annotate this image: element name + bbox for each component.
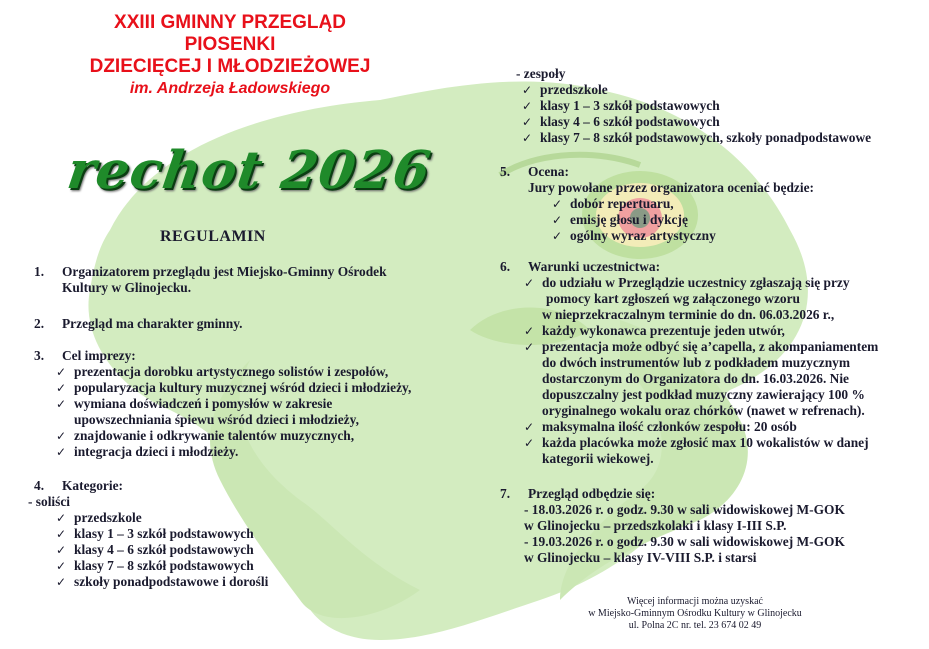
condition-item: ✓ prezentacja może odbyć się a’capella, z akompaniamentem [524, 339, 915, 355]
group-category: ✓ klasy 1 – 3 szkół podstawowych [522, 98, 916, 114]
section-4 [28, 478, 434, 590]
criterion-item: ✓ emisję głosu i dykcję [552, 212, 900, 228]
soloist-category: ✓ klasy 1 – 3 szkół podstawowych [56, 526, 434, 542]
goal-item: ✓ znajdowanie i odkrywanie talentów muzycznych, [56, 428, 454, 444]
header-line-2: PIOSENKI [184, 34, 276, 55]
section-7 [500, 486, 915, 566]
section-2-text: Przegląd ma charakter gminny. [62, 316, 243, 331]
jury-intro: Jury powołane przez organizatora oceniać będzie: [528, 180, 814, 195]
criterion-item: ✓ dobór repertuaru, [552, 196, 900, 212]
goal-item: ✓ prezentacja dorobku artystycznego solistów i zespołów, [56, 364, 454, 380]
header-subtitle: im. Andrzeja Ładowskiego [129, 80, 331, 97]
footer-line-2: w Miejsko-Gminnym Ośrodku Kultury w Glinojecku [588, 608, 802, 619]
section-6 [500, 259, 915, 467]
goal-item-continued: upowszechniania śpiewu wśród dzieci i młodzieży, [74, 412, 359, 427]
header-line-1: XXIII GMINNY PRZEGLĄD [114, 12, 346, 33]
condition-line: do dwóch instrumentów lub z podkładem muzycznym [542, 355, 851, 370]
condition-line: pomocy kart zgłoszeń wg załączonego wzoru [546, 291, 800, 306]
goal-item: ✓ popularyzacja kultury muzycznej wśród dzieci i młodzieży, [56, 380, 454, 396]
criterion-item: ✓ ogólny wyraz artystyczny [552, 228, 900, 244]
condition-line: dopuszczalny jest podkład muzyczny zawierający 100 % [542, 387, 865, 402]
section-5-number: 5. [500, 164, 511, 179]
schedule-line: w Glinojecku – klasy IV-VIII S.P. i starsi [524, 550, 757, 565]
soloist-category: ✓ szkoły ponadpodstawowe i dorośli [56, 574, 434, 590]
page-title: REGULAMIN [160, 228, 266, 245]
condition-line: dostarczonym do Organizatora do dn. 16.03.2026. Nie [542, 371, 849, 386]
rechot-logo: rechot 2026 [63, 140, 435, 201]
section-1-line-2: Kultury w Glinojecku. [62, 280, 192, 295]
section-5-heading: Ocena: [528, 164, 569, 179]
schedule-line: - 18.03.2026 r. o godz. 9.30 w sali widowiskowej M-GOK [524, 502, 845, 517]
schedule-line: w Glinojecku – przedszkolaki i klasy I-III S.P. [524, 518, 787, 533]
condition-item: ✓ każda placówka może zgłosić max 10 wokalistów w danej [524, 435, 915, 451]
soloist-category: ✓ przedszkole [56, 510, 434, 526]
section-1 [34, 264, 434, 296]
condition-item: ✓ maksymalna ilość członków zespołu: 20 osób [524, 419, 915, 435]
groups-label: - zespoły [516, 66, 566, 81]
section-7-heading: Przegląd odbędzie się: [528, 486, 656, 501]
festival-header [40, 12, 420, 100]
condition-line: oryginalnego wokalu oraz chórków (nawet w refrenach). [542, 403, 865, 418]
groups-block [516, 66, 916, 146]
section-7-number: 7. [500, 486, 511, 501]
schedule-line: - 19.03.2026 r. o godz. 9.30 w sali widowiskowej M-GOK [524, 534, 845, 549]
condition-item: ✓ do udziału w Przeglądzie uczestnicy zgłaszają się przy [524, 275, 915, 291]
condition-line: kategorii wiekowej. [542, 451, 654, 466]
footer-line-1: Więcej informacji można uzyskać [627, 596, 763, 607]
section-4-number: 4. [34, 478, 45, 493]
goal-item: ✓ integracja dzieci i młodzieży. [56, 444, 454, 460]
soloist-category: ✓ klasy 7 – 8 szkół podstawowych [56, 558, 434, 574]
section-3-heading: Cel imprezy: [62, 348, 136, 363]
soloist-category: ✓ klasy 4 – 6 szkół podstawowych [56, 542, 434, 558]
section-3 [34, 348, 454, 460]
goal-item: ✓ wymiana doświadczeń i pomysłów w zakresie [56, 396, 454, 412]
group-category: ✓ przedszkole [522, 82, 916, 98]
section-2-number: 2. [34, 316, 45, 331]
section-6-heading: Warunki uczestnictwa: [528, 259, 661, 274]
contact-footer [560, 596, 830, 632]
group-category: ✓ klasy 4 – 6 szkół podstawowych [522, 114, 916, 130]
condition-item: ✓ każdy wykonawca prezentuje jeden utwór, [524, 323, 915, 339]
section-5 [500, 164, 900, 244]
header-line-3: DZIECIĘCEJ I MŁODZIEŻOWEJ [89, 56, 371, 77]
section-6-number: 6. [500, 259, 511, 274]
section-4-heading: Kategorie: [62, 478, 123, 493]
section-1-line-1: Organizatorem przeglądu jest Miejsko-Gminny Ośrodek [62, 264, 387, 279]
soloists-label: - soliści [28, 494, 71, 509]
condition-line: w nieprzekraczalnym terminie do dn. 06.03.2026 r., [542, 307, 835, 322]
section-2 [34, 316, 434, 332]
group-category: ✓ klasy 7 – 8 szkół podstawowych, szkoły ponadpodstawowe [522, 130, 916, 146]
footer-line-3: ul. Polna 2C nr. tel. 23 674 02 49 [628, 620, 762, 631]
section-1-number: 1. [34, 264, 45, 279]
section-3-number: 3. [34, 348, 45, 363]
